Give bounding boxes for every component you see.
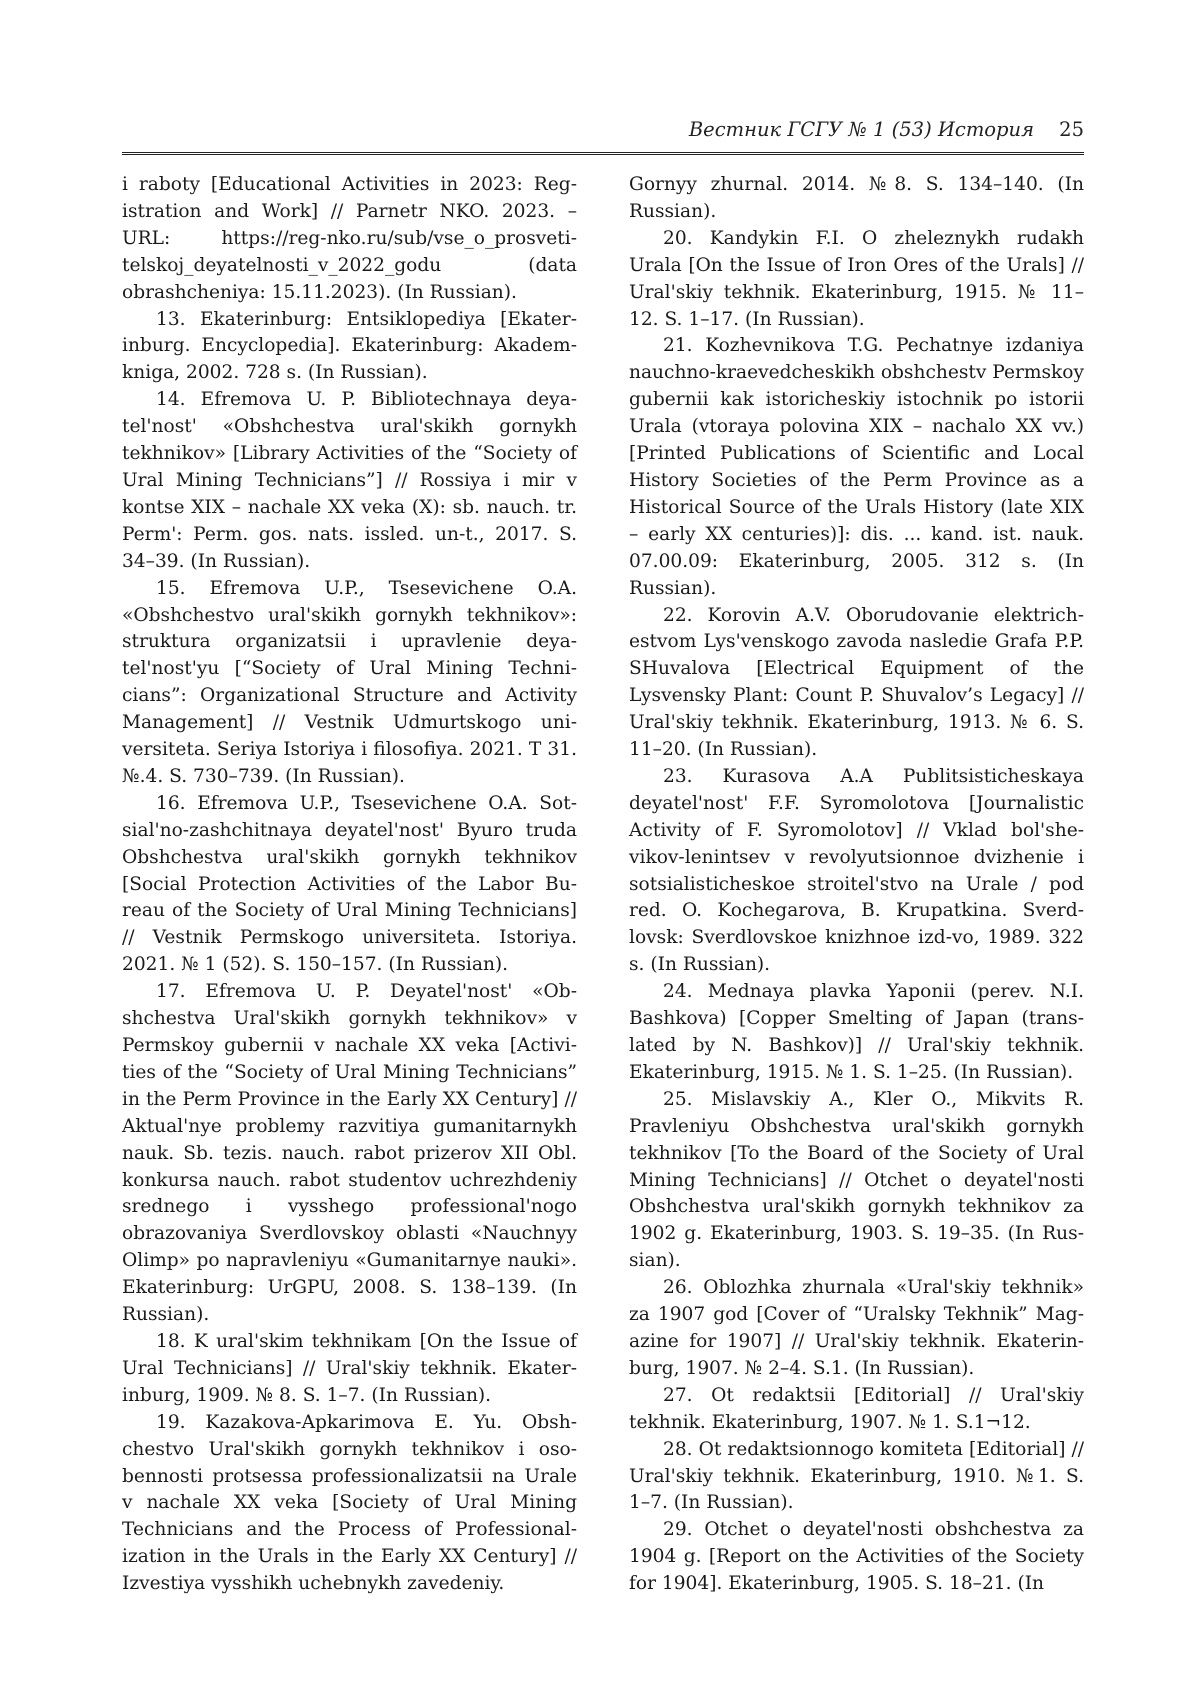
reference-entry: 29. Otchet o deyatel'nosti obshchestva za 1904 g. [Report on the Activities of the Society for 1904]. Ekaterinburg, 1905. S. 18–21. (In	[629, 1519, 1084, 1595]
reference-entry: 15. Efremova U.P., Tsesevichene O.A. «Obshchestvo ural'skikh gornykh tekhnikov»: struktura organizatsii i upravlenie deyatel'nost'yu [“Society of Ural Mining Technicians”: Organizational Structure and Activity Management] // Vestnik Udmurtskogo universiteta. Seriya Istoriya i filosofiya. 2021. T 31. №.4. S. 730–739. (In Russian).	[122, 577, 577, 787]
reference-entry: 28. Ot redaktsionnogo komiteta [Editorial] // Ural'skiy tekhnik. Ekaterinburg, 1910. №1. S. 1–7. (In Russian).	[629, 1438, 1084, 1514]
reference-entry: 19. Kazakova-Apkarimova E. Yu. Obshchestvo Ural'skikh gornykh tekhnikov i osobennosti protsessa professionalizatsii na Urale v nachale XX veka [Society of Ural Mining Technicians and the Process of Professionalization in the Urals in the Early XX Century] // Izvestiya vysshikh uchebnykh zavedeniy.	[122, 1411, 577, 1595]
page-number: 25	[1059, 118, 1084, 141]
right-column	[629, 172, 1084, 1598]
left-column	[122, 172, 577, 1598]
reference-entry: 26. Oblozhka zhurnala «Ural'skiy tekhnik» za 1907 god [Cover of “Uralsky Tekhnik” Magazine for 1907] // Ural'skiy tekhnik. Ekaterinburg, 1907. № 2–4. S.1. (In Russian).	[629, 1277, 1084, 1379]
reference-entry: 23. Kurasova A.A Publitsisticheskaya deyatel'nost' F.F. Syromolotova [Journalistic Activity of F. Syromolotov] // Vklad bol'shevikov-lenintsev v revolyutsionnoe dvizhenie i sotsialisticheskoe stroitel'stvo na Urale / pod red. O. Kochegarova, B. Krupatkina. Sverdlovsk: Sverdlovskoe knizhnoe izd-vo, 1989. 322 s. (In Russian).	[629, 765, 1084, 976]
header-rule	[122, 152, 1084, 155]
reference-continuation: Gornyy zhurnal. 2014. №8. S. 134–140. (In Russian).	[629, 174, 1084, 222]
reference-entry: 16. Efremova U.P., Tsesevichene O.A. Sotsial'no-zashchitnaya deyatel'nost' Byuro truda Obshchestva ural'skikh gornykh tekhnikov [Social Protection Activities of the Labor Bureau of the Society of Ural Mining Technicians] // Vestnik Permskogo universiteta. Istoriya. 2021. № 1 (52). S. 150–157. (In Russian).	[122, 792, 577, 976]
reference-entry: 13. Ekaterinburg: Entsiklopediya [Ekaterinburg. Encyclopedia]. Ekaterinburg: Akademkniga, 2002. 728 s. (In Russian).	[122, 308, 577, 384]
reference-entry: 21. Kozhevnikova T.G. Pechatnye izdaniya nauchno-kraevedcheskikh obshchestv Permskoy gubernii kak istoricheskiy istochnik po istorii Urala (vtoraya polovina XIX – nachalo XX vv.) [Printed Publications of Scientific and Local History Societies of the Perm Province as a Historical Source of the Urals History (late XIX – early XX centuries)]: dis. ... kand. ist. nauk. 07.00.09: Ekaterinburg, 2005. 312 s. (In Russian).	[629, 335, 1084, 599]
reference-entry: 20. Kandykin F.I. O zheleznykh rudakh Urala [On the Issue of Iron Ores of the Urals] // Ural'skiy tekhnik. Ekaterinburg, 1915. № 11–12. S. 1–17. (In Russian).	[629, 227, 1084, 330]
reference-continuation: i raboty [Educational Activities in 2023: Registration and Work] // Parnetr NKO. 2023. – URL: https://reg-nko.ru/sub/vse_o_prosvetitelskoj_deyatelnosti_v_2022_godu (data obrashcheniya: 15.11.2023). (In Russian).	[122, 174, 577, 303]
reference-entry: 24. Mednaya plavka Yaponii (perev. N.I. Bashkova) [Copper Smelting of Japan (translated by N. Bashkov)] // Ural'skiy tekhnik. Ekaterinburg, 1915. № 1. S. 1–25. (In Russian).	[629, 981, 1084, 1083]
reference-entry: 18. K ural'skim tekhnikam [On the Issue of Ural Technicians] // Ural'skiy tekhnik. Ekaterinburg, 1909. № 8. S. 1–7. (In Russian).	[122, 1330, 577, 1406]
reference-entry: 14. Efremova U. P. Bibliotechnaya deyatel'nost' «Obshchestva ural'skikh gornykh tekhnikov» [Library Activities of the “Society of Ural Mining Technicians”] // Rossiya i mir v kontse XIX – nachale XX veka (X): sb. nauch. tr. Perm': Perm. gos. nats. issled. un-t., 2017. S. 34–39. (In Russian).	[122, 389, 577, 572]
reference-entry: 22. Korovin A.V. Oborudovanie elektrichestvom Lys'venskogo zavoda nasledie Grafa P.P. SHuvalova [Electrical Equipment of the Lysvensky Plant: Count P. Shuvalov’s Legacy] // Ural'skiy tekhnik. Ekaterinburg, 1913. № 6. S. 11–20. (In Russian).	[629, 604, 1084, 761]
running-header	[122, 118, 1084, 148]
journal-title: Вестник ГСГУ № 1 (53) История	[688, 118, 1034, 141]
reference-entry: 27. Ot redaktsii [Editorial] // Ural'skiy tekhnik. Ekaterinburg, 1907. № 1. S.1¬12.	[629, 1384, 1084, 1433]
reference-entry: 17. Efremova U. P. Deyatel'nost' «Obshchestva Ural'skikh gornykh tekhnikov» v Permskoy gubernii v nachale XX veka [Activities of the “Society of Ural Mining Technicians” in the Perm Province in the Early XX Century] // Aktual'nye problemy razvitiya gumanitarnykh nauk. Sb. tezis. nauch. rabot prizerov XII Obl. konkursa nauch. rabot studentov uchrezhdeniy srednego i vysshego professional'nogo obrazovaniya Sverdlovskoy oblasti «Nauchnyy Olimp» po napravleniyu «Gumanitarnye nauki». Ekaterinburg: UrGPU, 2008. S. 138–139. (In Russian).	[122, 981, 577, 1326]
reference-entry: 25. Mislavskiy A., Kler O., Mikvits R. Pravleniyu Obshchestva ural'skikh gornykh tekhnikov [To the Board of the Society of Ural Mining Technicians] // Otchet o deyatel'nosti Obshchestva ural'skikh gornykh tekhnikov za 1902 g. Ekaterinburg, 1903. S. 19–35. (In Russian).	[629, 1088, 1084, 1272]
